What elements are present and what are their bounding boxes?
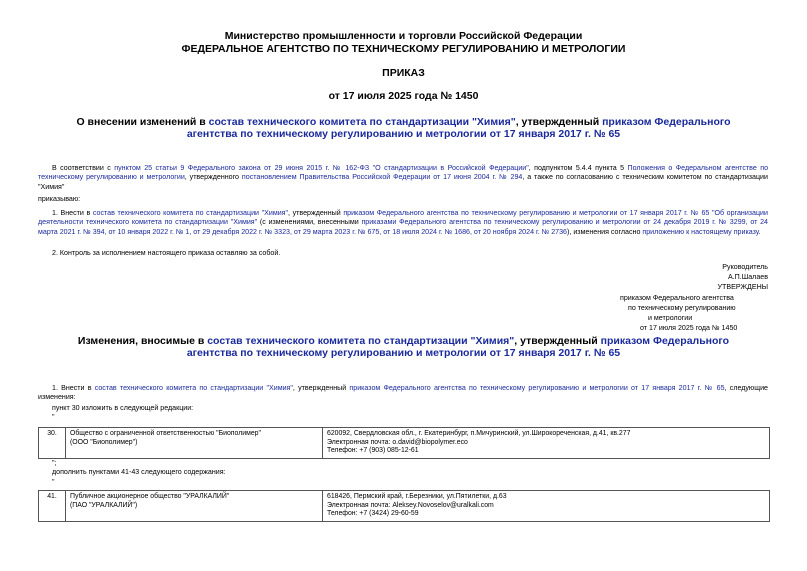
- preamble-link-regulation[interactable]: Положения о Федеральном агентстве по техническому регулированию и метрологии: [38, 164, 769, 182]
- order-word: приказываю:: [38, 195, 81, 203]
- document-type: ПРИКАЗ: [382, 67, 425, 79]
- item1-link-annex[interactable]: приложению к настоящему приказу: [642, 227, 759, 236]
- document-title: О внесении изменений в состав технического комитета по стандартизации "Химия", утвержденный приказом Федерального агентства по техническому регулированию и метрологии от 17 января 2017 г. № 65: [76, 116, 731, 140]
- point30-intro: пункт 30 изложить в следующей редакции:: [52, 404, 194, 412]
- approved-label: УТВЕРЖДЕНЫ: [717, 283, 768, 291]
- document-date: от 17 июля 2025 года № 1450: [328, 90, 479, 102]
- preamble: В соответствии с пунктом 25 статьи 9 Федерального закона от 29 июня 2015 г. № 162-ФЗ "О стандартизации в Российской Федерации", подпунктом 5.4.4 пункта 5 Положения о Федеральном агентстве по техническому регулированию и метрологии, утвержденного постановлением Правительства Российской Федерации от 17 июня 2004 г. № 294, а также по согласованию с техническим комитетом по стандартизации "Химия": [38, 164, 769, 191]
- table-point-41: [38, 490, 770, 522]
- open-quote: ": [52, 413, 55, 421]
- annex-title-link-order[interactable]: приказом Федерального агентства по техническому регулированию и метрологии от 17 января 2017 г. № 65: [186, 335, 730, 359]
- order-item-2: 2. Контроль за исполнением настоящего приказа оставляю за собой.: [52, 249, 281, 257]
- row-number: 41.: [39, 491, 66, 522]
- annex-title-link-committee[interactable]: состав технического комитета по стандартизации "Химия": [207, 335, 515, 347]
- add-intro: дополнить пунктами 41-43 следующего содержания:: [52, 468, 226, 476]
- table-point-30: [38, 427, 770, 459]
- item1-link-committee[interactable]: состав технического комитета по стандартизации "Химия": [92, 209, 289, 217]
- table-row: [39, 428, 770, 459]
- ministry-name: Министерство промышленности и торговли Российской Федерации: [224, 30, 583, 42]
- annex-title: Изменения, вносимые в состав технического комитета по стандартизации "Химия", утвержденный приказом Федерального агентства по техническому регулированию и метрологии от 17 января 2017 г. № 65: [77, 335, 730, 359]
- row-number: 30.: [39, 428, 66, 459]
- annex-item1-link-committee[interactable]: состав технического комитета по стандартизации "Химия": [94, 384, 293, 392]
- org-cell: Общество с ограниченной ответственностью "Биополимер" (ООО "Биополимер"): [66, 428, 323, 459]
- title-link-order[interactable]: приказом Федерального агентства по техническому регулированию и метрологии от 17 января 2017 г. № 65: [186, 116, 731, 140]
- preamble-link-law[interactable]: пунктом 25 статьи 9 Федерального закона от 29 июня 2015 г. № 162-ФЗ "О стандартизации в Российской Федерации": [114, 164, 529, 172]
- title-link-committee[interactable]: состав технического комитета по стандартизации "Химия": [208, 116, 516, 128]
- close-quote: ";: [52, 459, 57, 467]
- approved-line-1: приказом Федерального агентства: [620, 294, 734, 302]
- signer-name: А.П.Шалаев: [727, 273, 768, 281]
- preamble-link-decree[interactable]: постановлением Правительства Российской Федерации от 17 июня 2004 г. № 294: [241, 173, 523, 182]
- table-row: [39, 491, 770, 522]
- contact-cell: 618426, Пермский край, г.Березники, ул.Пятилетки, д.63 Электронная почта: Aleksey.Novoselov@uralkali.com Телефон: +7 (3424) 29-60-59: [323, 491, 770, 522]
- approved-line-4: от 17 июля 2025 года № 1450: [640, 324, 738, 332]
- approved-line-3: и метрологии: [648, 314, 693, 322]
- signer-role: Руководитель: [722, 263, 768, 271]
- order-item-1: 1. Внести в состав технического комитета по стандартизации "Химия", утвержденный приказом Федерального агентства по техническому регулированию и метрологии от 17 января 2017 г. № 65 "Об организации деятельности технического комитета по стандартизации "Химия" (с изменениями, внесенными приказами Федерального агентства по техническому регулированию и метрологии от 24 декабря 2019 г. № 3299, от 24 марта 2021 г. № 394, от 10 января 2022 г. № 1, от 29 декабря 2022 г. № 3323, от 29 марта 2023 г. № 675, от 18 июля 2024 г. № 1686, от 20 ноября 2024 г. № 2736), изменения согласно приложению к настоящему приказу.: [38, 209, 769, 236]
- org-cell: Публичное акционерное общество "УРАЛКАЛИЙ" (ПАО "УРАЛКАЛИЙ"): [66, 491, 323, 522]
- item1-link-order[interactable]: приказом Федерального агентства по техническому регулированию и метрологии от 17 января 2017 г. № 65 "Об организации деятельности технического комитета по стандартизации "Химия": [38, 209, 768, 227]
- annex-item1-link-order[interactable]: приказом Федерального агентства по техническому регулированию и метрологии от 17 января 2017 г. № 65: [349, 384, 725, 392]
- item1-link-amendments[interactable]: приказами Федерального агентства по техническому регулированию и метрологии от 24 декабря 2019 г. № 3299, от 24 марта 2021 г. № 394, от 10 января 2022 г. № 1, от 29 декабря 2022 г. № 3323, от 29 марта 2023 г. № 675, от 18 июля 2024 г. № 1686, от 20 ноября 2024 г. № 2736: [38, 218, 769, 236]
- agency-name: ФЕДЕРАЛЬНОЕ АГЕНТСТВО ПО ТЕХНИЧЕСКОМУ РЕГУЛИРОВАНИЮ И МЕТРОЛОГИИ: [181, 43, 626, 55]
- annex-item-1: 1. Внести в состав технического комитета по стандартизации "Химия", утвержденный приказом Федерального агентства по техническому регулированию и метрологии от 17 января 2017 г. № 65, следующие изменения:: [38, 384, 768, 402]
- contact-cell: 620092, Свердловская обл., г. Екатеринбург, п.Мичуринский, ул.Широкореченская, д.41, кв.277 Электронная почта: o.david@biopolymer.eco Телефон: +7 (903) 085-12-61: [323, 428, 770, 459]
- approved-line-2: по техническому регулированию: [628, 304, 736, 312]
- open-quote-2: ": [52, 478, 55, 486]
